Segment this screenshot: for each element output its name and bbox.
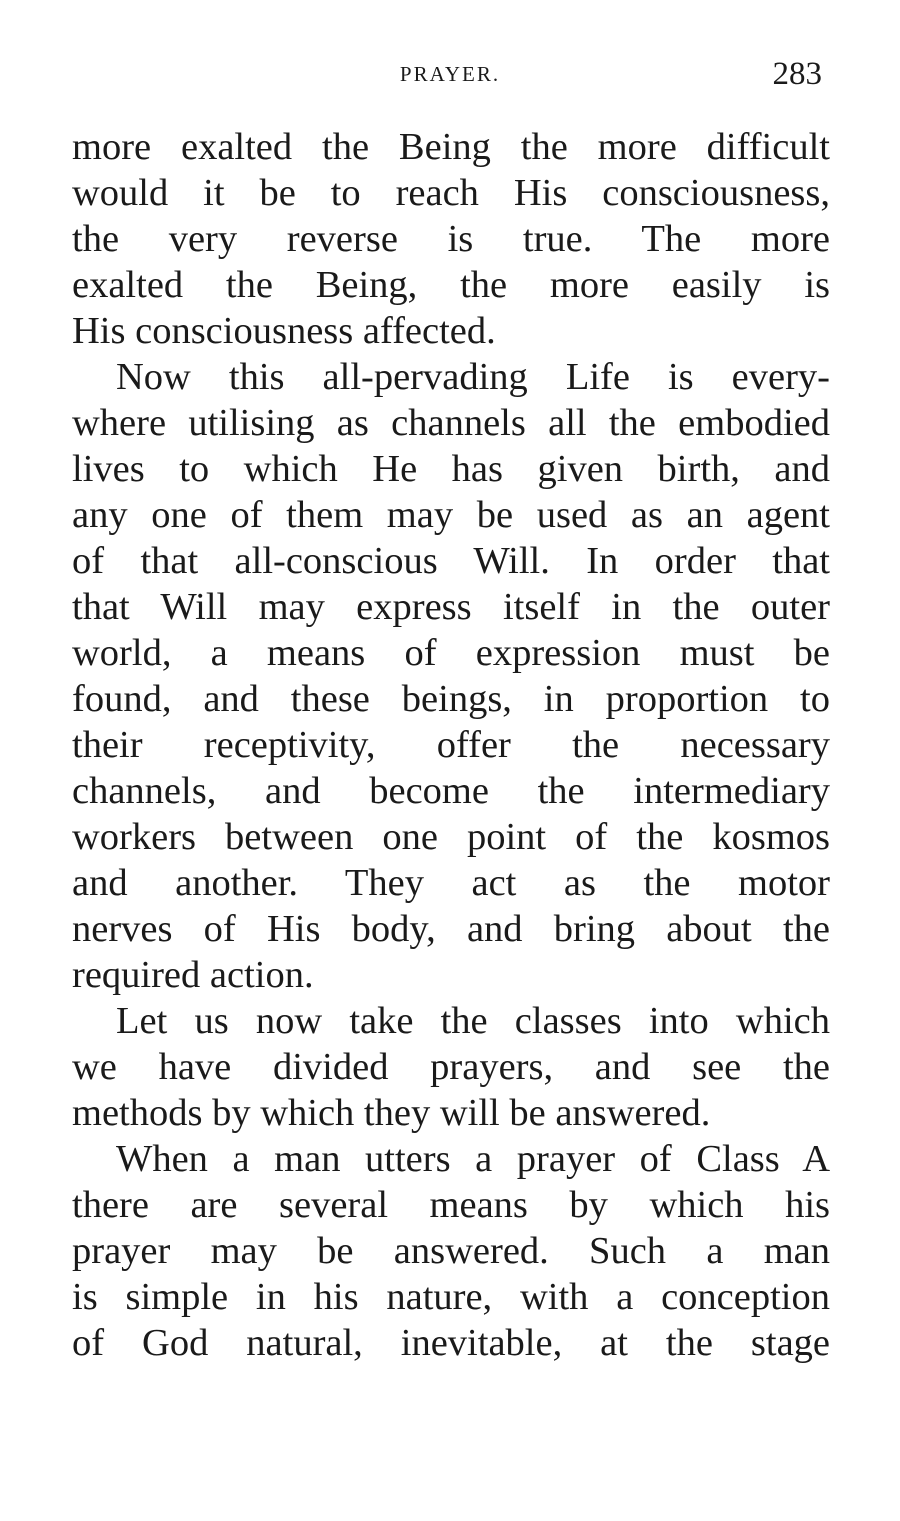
running-head — [70, 56, 830, 96]
text-line: world, a means of expression must be — [72, 632, 830, 674]
text-line: any one of them may be used as an agent — [72, 494, 830, 536]
text-line: Now this all-pervading Life is every- — [116, 356, 830, 398]
text-line: exalted the Being, the more easily is — [72, 264, 830, 306]
text-line: their receptivity, offer the necessary — [72, 724, 830, 766]
text-line: more exalted the Being the more difficult — [72, 126, 830, 168]
text-line: His consciousness affected. — [72, 310, 496, 352]
text-line: workers between one point of the kosmos — [72, 816, 830, 858]
text-line: of God natural, inevitable, at the stage — [72, 1322, 830, 1364]
text-line: Let us now take the classes into which — [116, 1000, 830, 1042]
text-line: that Will may express itself in the outer — [72, 586, 830, 628]
body-text — [72, 124, 830, 1366]
running-title: PRAYER. — [399, 62, 501, 86]
text-line: we have divided prayers, and see the — [72, 1046, 830, 1088]
text-line: methods by which they will be answered. — [72, 1092, 711, 1134]
text-line: When a man utters a prayer of Class A — [116, 1138, 830, 1180]
page-number: 283 — [772, 56, 822, 92]
text-line: the very reverse is true. The more — [72, 218, 830, 260]
text-line: prayer may be answered. Such a man — [72, 1230, 830, 1272]
text-line: channels, and become the intermediary — [72, 770, 830, 812]
text-line: is simple in his nature, with a conception — [72, 1276, 830, 1318]
text-line: and another. They act as the motor — [72, 862, 830, 904]
text-line: of that all-conscious Will. In order that — [72, 540, 830, 582]
text-line: required action. — [72, 954, 314, 996]
text-line: where utilising as channels all the embodied — [72, 402, 830, 444]
text-line: nerves of His body, and bring about the — [72, 908, 830, 950]
text-line: would it be to reach His consciousness, — [72, 172, 830, 214]
text-line: lives to which He has given birth, and — [72, 448, 830, 490]
text-line: found, and these beings, in proportion to — [72, 678, 830, 720]
text-line: there are several means by which his — [72, 1184, 830, 1226]
